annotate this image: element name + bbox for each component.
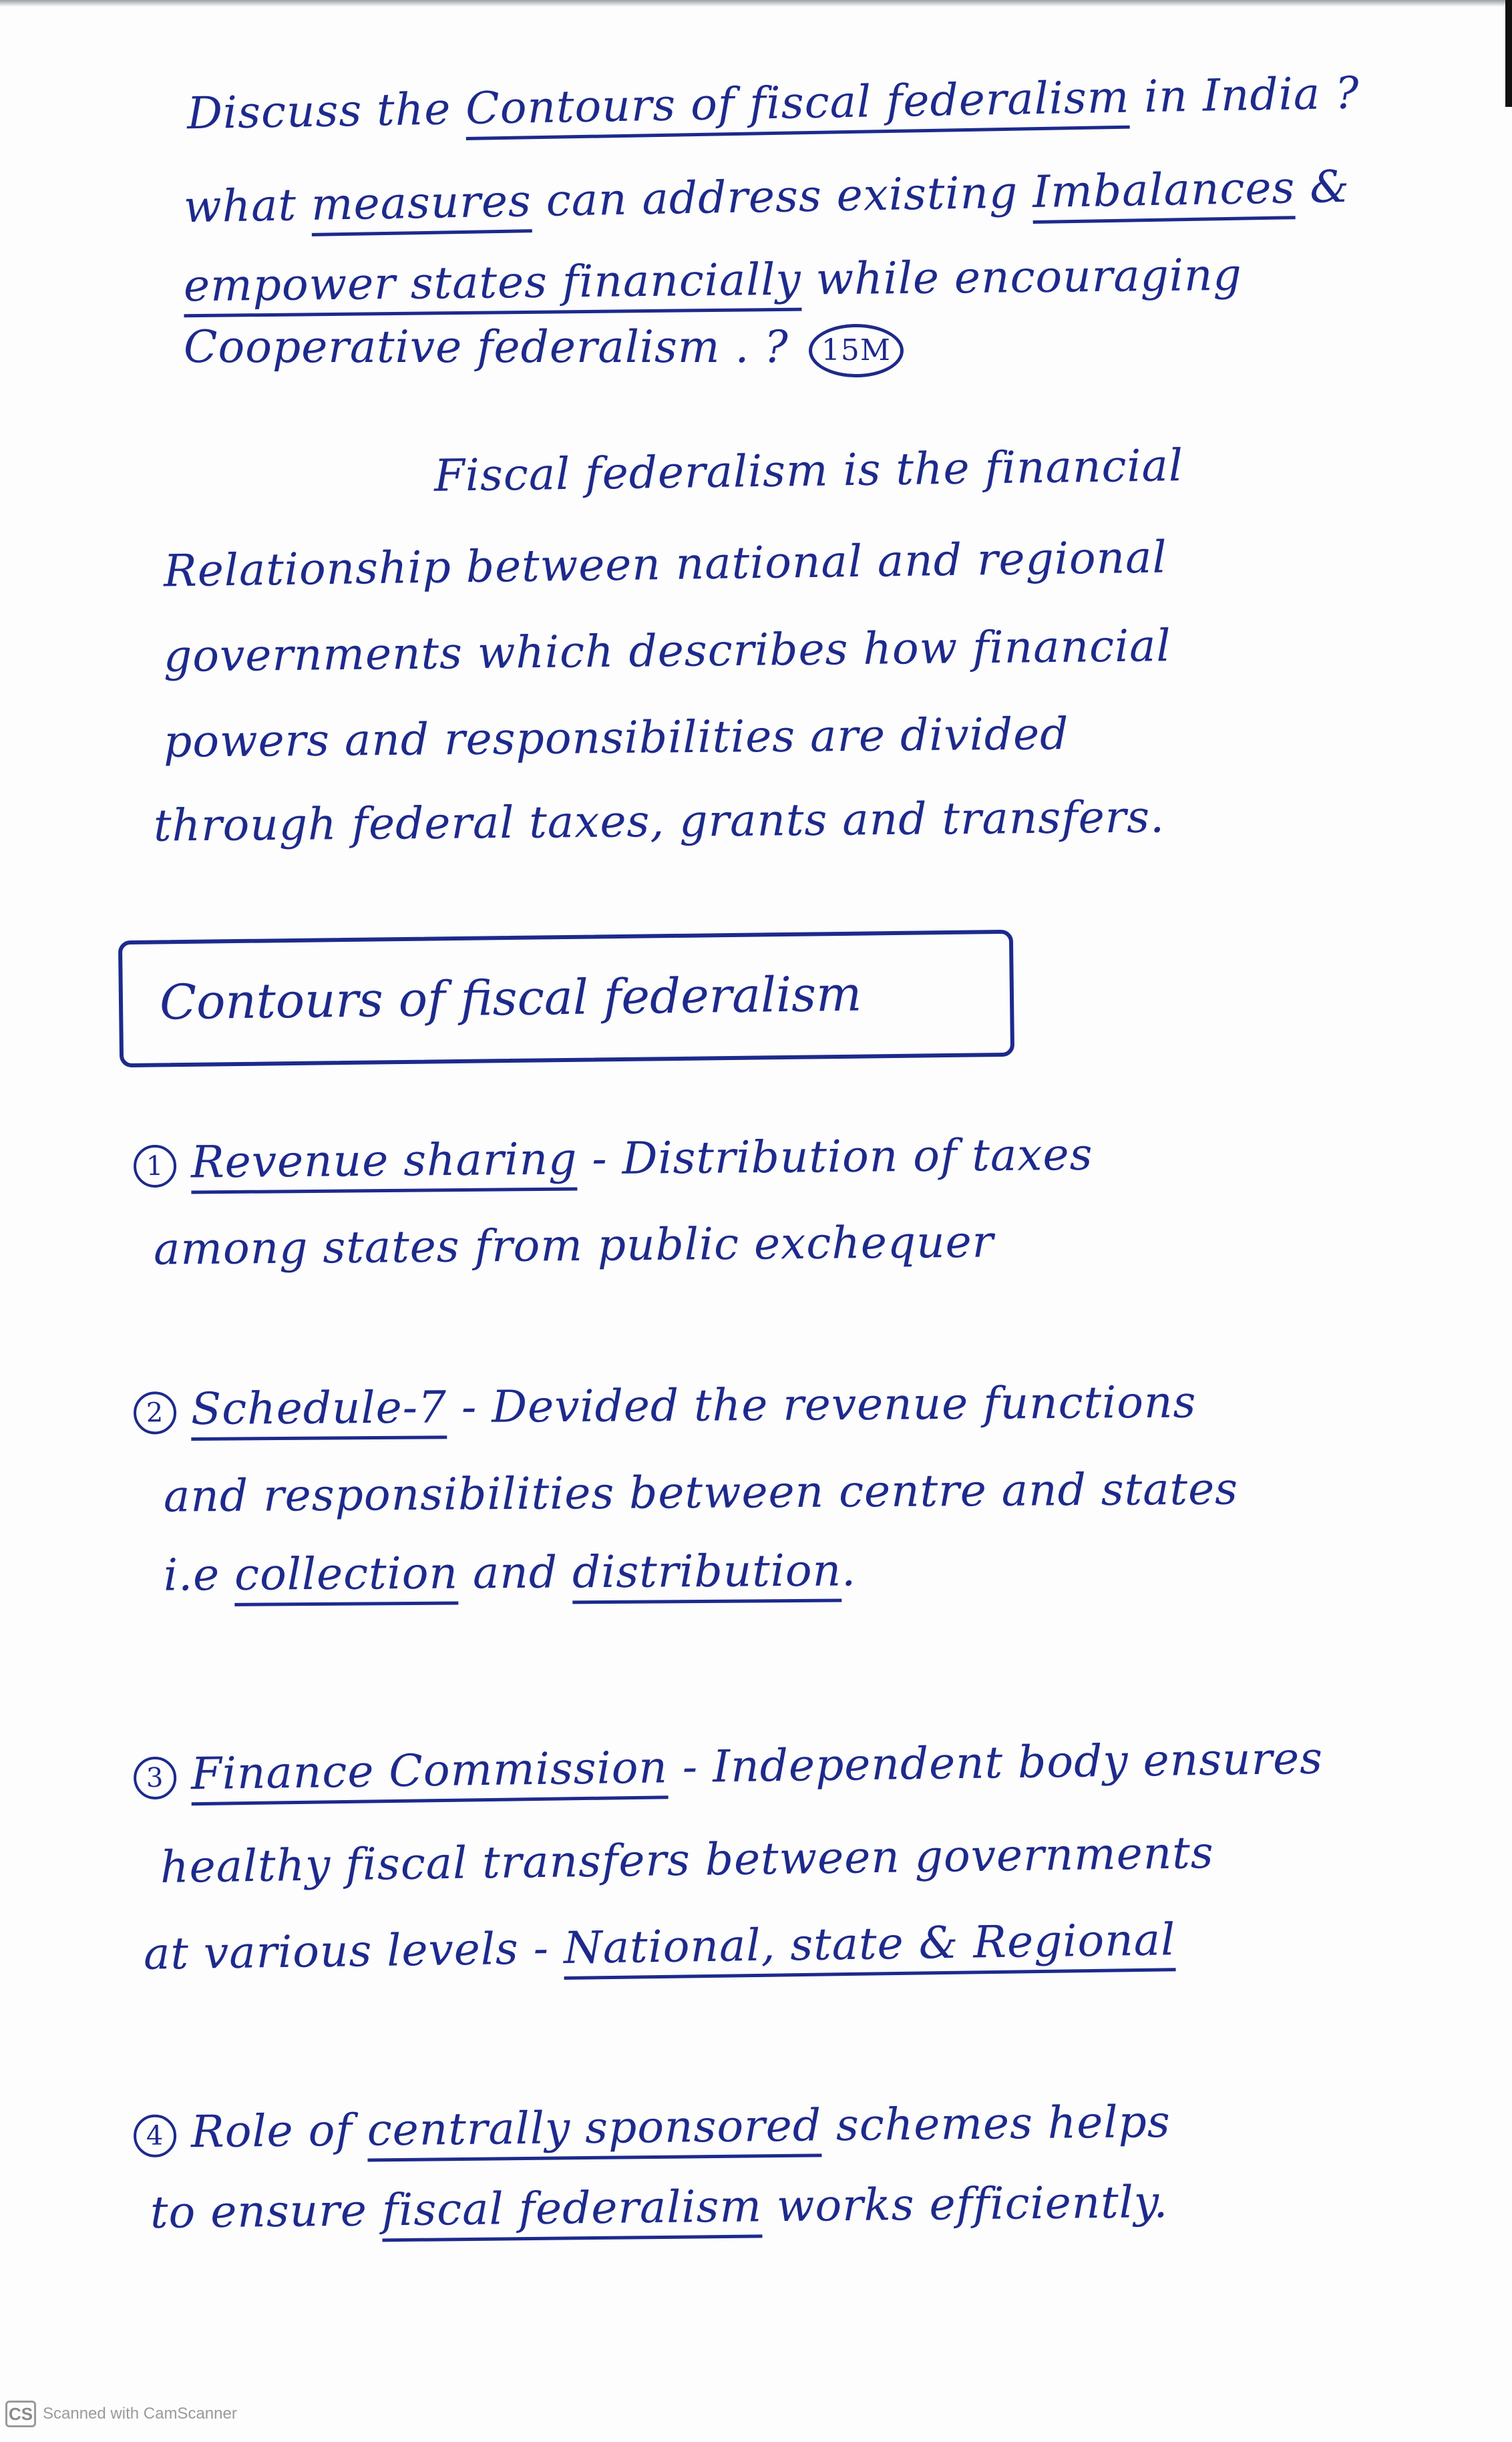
point-2-line-1 [134, 1372, 1197, 1439]
point-2-underline-collection: collection [234, 1548, 458, 1606]
point-number-4: 4 [134, 2114, 177, 2157]
point-2-text: - Devided the revenue functions [446, 1376, 1197, 1433]
point-3-title: Finance Commission [191, 1741, 669, 1805]
point-4-text: schemes helps [821, 2095, 1171, 2151]
question-text: can address existing [531, 166, 1033, 227]
camscanner-text: Scanned with CamScanner [43, 2405, 237, 2423]
question-line-4 [184, 317, 904, 377]
question-line-3 [184, 245, 1243, 317]
point-4-underline-fiscal-federalism: fiscal federalism [381, 2180, 762, 2242]
point-2-text: . [841, 1544, 857, 1596]
point-4-text: works efficiently. [761, 2176, 1169, 2232]
intro-line-2: Relationship between national and regional [163, 531, 1168, 597]
point-1-title: Revenue sharing [191, 1133, 578, 1194]
point-2-line-3 [164, 1540, 857, 1605]
question-line-1 [186, 63, 1360, 144]
question-line-2 [183, 157, 1350, 237]
question-underline-empower: empower states financially [184, 254, 802, 318]
question-underline-measures: measures [311, 175, 532, 236]
point-3-line-3 [143, 1910, 1175, 1984]
point-2-underline-distribution: distribution [572, 1545, 842, 1604]
intro-line-5: through federal taxes, grants and transfers. [153, 791, 1165, 852]
point-4-text: Role of [190, 2104, 368, 2158]
point-4-line-2 [150, 2172, 1169, 2243]
point-3-underline-levels: National, state & Regional [563, 1914, 1175, 1980]
point-3-text: - Independent body ensures [667, 1732, 1324, 1793]
question-underline-imbalances: Imbalances [1032, 162, 1296, 224]
point-4-line-1 [134, 2092, 1171, 2163]
point-4-text: to ensure [150, 2184, 383, 2238]
point-2-line-2: and responsibilities between centre and states [163, 1463, 1239, 1522]
question-text: what [183, 178, 312, 233]
marks-badge: 15M [809, 324, 904, 377]
point-3-line-1 [133, 1729, 1323, 1805]
point-1-line-1 [134, 1125, 1093, 1194]
scan-edge-right [1505, 0, 1512, 107]
camscanner-logo: CS [5, 2401, 36, 2427]
point-1-text: - Distribution of taxes [576, 1128, 1093, 1185]
point-number-1: 1 [134, 1145, 177, 1188]
scan-edge-top [0, 0, 1512, 7]
point-4-underline-centrally-sponsored: centrally sponsored [367, 2099, 821, 2161]
point-1-line-2: among states from public exchequer [153, 1216, 994, 1275]
section-heading-box [118, 930, 1014, 1067]
camscanner-watermark [5, 2399, 237, 2429]
point-3-text: at various levels - [143, 1922, 564, 1980]
intro-line-4: powers and responsibilities are divided [163, 708, 1069, 767]
point-number-2: 2 [134, 1391, 176, 1434]
point-2-text: i.e [163, 1548, 235, 1601]
section-heading: Contours of fiscal federalism [159, 965, 862, 1031]
point-number-3: 3 [134, 1757, 177, 1800]
question-text: Cooperative federalism . ? [184, 321, 789, 373]
question-text: while encouraging [801, 248, 1243, 305]
question-text: in India ? [1129, 67, 1360, 123]
intro-line-3: governments which describes how financial [163, 620, 1171, 682]
intro-line-1: Fiscal federalism is the financial [433, 440, 1184, 502]
question-text: & [1294, 160, 1350, 214]
point-3-line-2: healthy fiscal transfers between governments [160, 1826, 1215, 1894]
question-underline-contours: Contours of fiscal federalism [465, 71, 1131, 140]
question-text: Discuss the [186, 83, 466, 140]
point-2-title: Schedule-7 [191, 1381, 447, 1441]
point-2-text: and [457, 1546, 573, 1599]
